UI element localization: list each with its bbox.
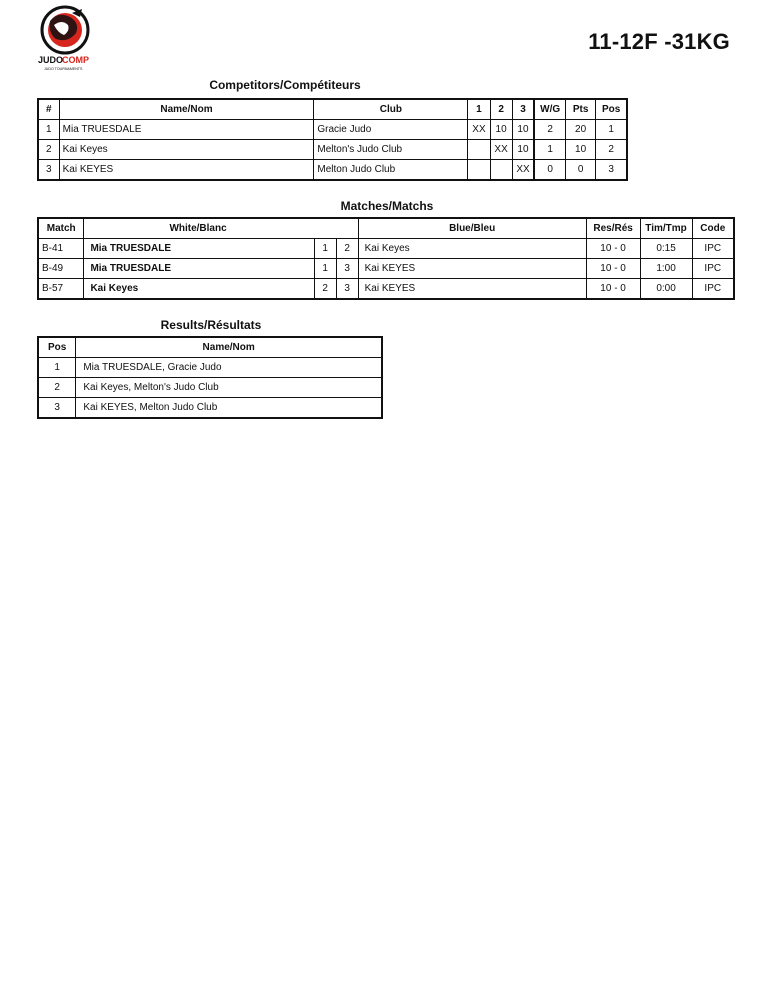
table-row [38,140,627,160]
cell-r1 [468,140,490,160]
cell-blue-num: 3 [336,279,358,300]
competitors-table [37,98,628,181]
cell-white-num: 2 [314,279,336,300]
cell-r1 [468,160,490,181]
cell-pos: 2 [38,378,76,398]
cell-blue-num: 2 [336,239,358,259]
cell-blue-num: 3 [336,259,358,279]
col-pos: Pos [596,99,627,120]
cell-code: IPC [692,259,734,279]
cell-r2: 10 [490,120,512,140]
cell-pos: 1 [596,120,627,140]
cell-time: 1:00 [640,259,692,279]
table-row [38,160,627,181]
matches-table [37,217,735,300]
cell-pts: 10 [566,140,596,160]
cell-name: Kai Keyes, Melton's Judo Club [76,378,382,398]
col-pos: Pos [38,337,76,358]
cell-pos: 1 [38,358,76,378]
cell-white: Mia TRUESDALE [84,239,314,259]
category-title: 11-12F -31KG [588,29,730,54]
col-res: Res/Rés [586,218,640,239]
cell-white: Kai Keyes [84,279,314,300]
cell-club: Melton's Judo Club [314,140,468,160]
matches-header-row [38,218,734,239]
results-table [37,336,383,419]
cell-blue: Kai KEYES [358,259,586,279]
cell-name: Mia TRUESDALE [59,120,314,140]
cell-r2: XX [490,140,512,160]
competitors-header-row [38,99,627,120]
cell-white-num: 1 [314,239,336,259]
col-wg: W/G [534,99,565,120]
col-r2: 2 [490,99,512,120]
results-title: Results/Résultats [160,318,262,332]
table-row [38,259,734,279]
col-code: Code [692,218,734,239]
cell-club: Melton Judo Club [314,160,468,181]
table-row [38,279,734,300]
cell-club: Gracie Judo [314,120,468,140]
cell-res: 10 - 0 [586,239,640,259]
col-name: Name/Nom [59,99,314,120]
cell-name: Kai KEYES, Melton Judo Club [76,398,382,419]
cell-match: B-41 [38,239,84,259]
col-club: Club [314,99,468,120]
table-row [38,378,382,398]
col-name: Name/Nom [76,337,382,358]
cell-time: 0:00 [640,279,692,300]
cell-name: Kai Keyes [59,140,314,160]
cell-num: 3 [38,160,59,181]
cell-name: Mia TRUESDALE, Gracie Judo [76,358,382,378]
cell-r1: XX [468,120,490,140]
cell-res: 10 - 0 [586,279,640,300]
svg-text:JUDO: JUDO [38,55,64,65]
cell-pts: 0 [566,160,596,181]
table-row [38,120,627,140]
cell-r3: 10 [512,120,534,140]
judocomp-logo-icon [36,3,100,73]
judocomp-logo [36,3,100,73]
cell-pts: 20 [566,120,596,140]
cell-r3: 10 [512,140,534,160]
table-row [38,239,734,259]
cell-r2 [490,160,512,181]
col-r3: 3 [512,99,534,120]
col-num: # [38,99,59,120]
col-r1: 1 [468,99,490,120]
cell-blue: Kai Keyes [358,239,586,259]
cell-num: 2 [38,140,59,160]
cell-wg: 0 [534,160,565,181]
table-row [38,358,382,378]
cell-num: 1 [38,120,59,140]
cell-code: IPC [692,279,734,300]
col-white: White/Blanc [84,218,358,239]
cell-pos: 3 [38,398,76,419]
col-blue: Blue/Bleu [358,218,586,239]
cell-match: B-49 [38,259,84,279]
cell-blue: Kai KEYES [358,279,586,300]
cell-code: IPC [692,239,734,259]
matches-title: Matches/Matchs [340,199,434,213]
cell-pos: 2 [596,140,627,160]
col-match: Match [38,218,84,239]
svg-text:JUDO TOURNAMENTS: JUDO TOURNAMENTS [44,67,83,71]
cell-r3: XX [512,160,534,181]
table-row [38,398,382,419]
cell-res: 10 - 0 [586,259,640,279]
cell-match: B-57 [38,279,84,300]
svg-text:COMP: COMP [62,55,89,65]
cell-time: 0:15 [640,239,692,259]
cell-white: Mia TRUESDALE [84,259,314,279]
cell-wg: 2 [534,120,565,140]
cell-pos: 3 [596,160,627,181]
competitors-title: Competitors/Compétiteurs [209,78,361,92]
results-header-row [38,337,382,358]
cell-name: Kai KEYES [59,160,314,181]
col-time: Tim/Tmp [640,218,692,239]
cell-white-num: 1 [314,259,336,279]
cell-wg: 1 [534,140,565,160]
col-pts: Pts [566,99,596,120]
